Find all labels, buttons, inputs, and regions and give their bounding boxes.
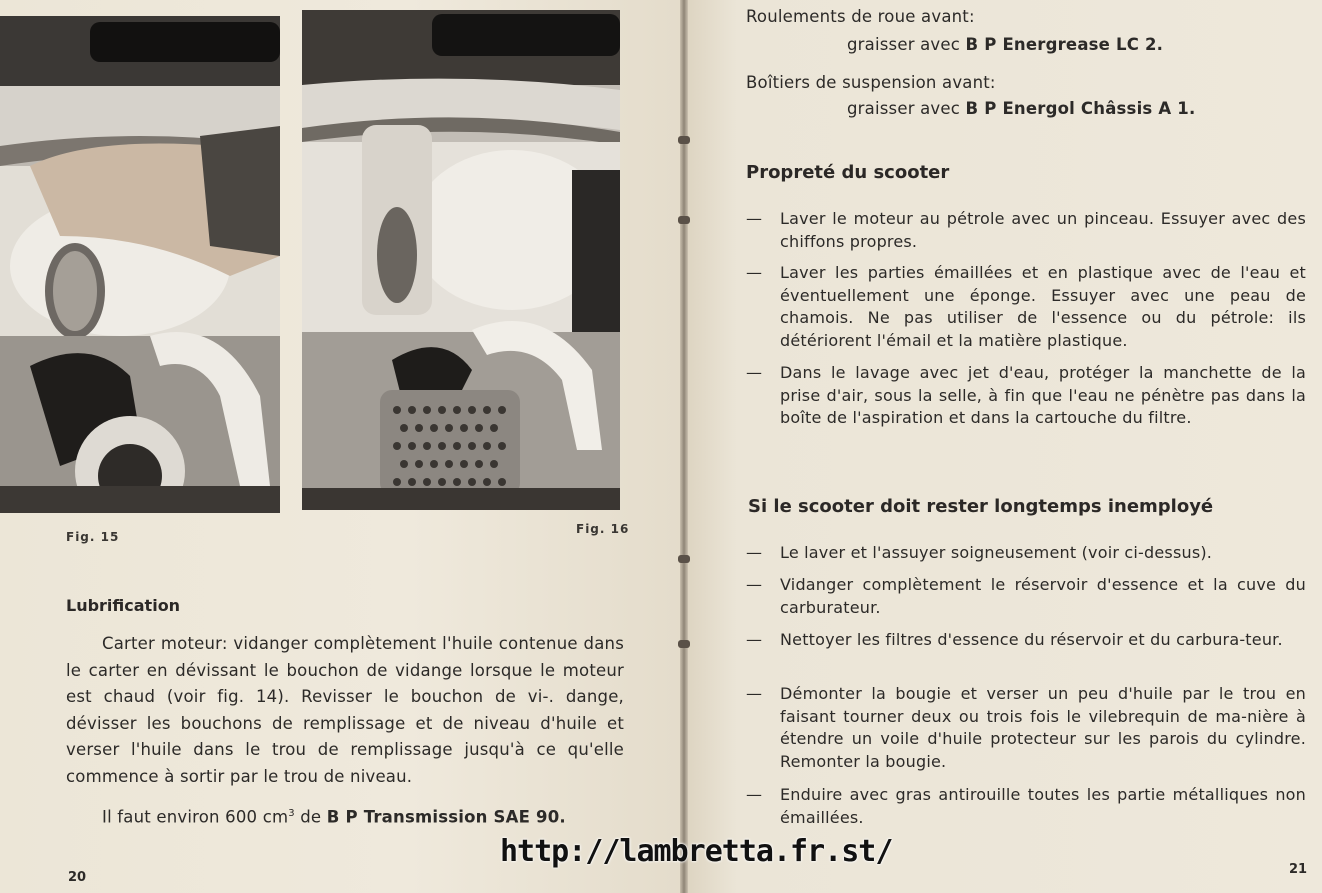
list-dash: — [746, 630, 763, 649]
staple [678, 640, 690, 648]
list-item-text: Le laver et l'assuyer soigneusement (voir ci-dessus). [780, 543, 1213, 562]
list-dash: — [746, 543, 763, 562]
oil-quantity-paragraph [102, 801, 642, 831]
proprete-heading: Propreté du scooter [746, 162, 950, 183]
book-spine [680, 0, 688, 893]
list-item-text: Vidanger complètement le réservoir d'essence et la cuve du carburateur. [780, 575, 1306, 617]
lubrification-paragraph: Carter moteur: vidanger complètement l'huile contenue dans le carter en dévissant le bouchon de vidange lorsque le moteur est chaud (voir fig. 14). Revisser le bouchon de vi-. dange, dévisser les bouchons de remplissage et de niveau d'huile et verser l'huile dans le trou de remplissage jusqu'à ce qu'elle commence à sortir par le trou de niveau. [66, 634, 624, 786]
list-item [746, 784, 1306, 829]
boitiers-product: B P Energol Châssis A 1. [965, 99, 1196, 118]
oil-product-name: B P Transmission SAE 90. [326, 807, 566, 827]
list-item-text: Dans le lavage avec jet d'eau, protéger la manchette de la prise d'air, sous la selle, à fin que l'eau ne pénètre pas dans la boîte de l'aspiration et dans la cartouche du filtre. [780, 363, 1306, 427]
list-item [746, 683, 1306, 773]
list-item-text: Enduire avec gras antirouille toutes les partie métalliques non émaillées. [780, 785, 1306, 827]
roulements-line [847, 32, 1163, 59]
roulements-product: B P Energrease LC 2. [965, 35, 1164, 54]
list-item-text: Laver le moteur au pétrole avec un pinceau. Essuyer avec des chiffons propres. [780, 209, 1306, 251]
list-item-text: Nettoyer les filtres d'essence du réservoir et du carbura-teur. [780, 630, 1283, 649]
list-item-text: Démonter la bougie et verser un peu d'huile par le trou en faisant tourner deux ou trois fois le vilebrequin de ma-nière à étendre un voile d'huile protecteur sur les parois du cylindre. Remonter la bougie. [780, 684, 1306, 771]
list-dash: — [746, 575, 763, 594]
oil-quantity-text: Il faut environ 600 cm [102, 807, 289, 827]
list-item [746, 208, 1306, 253]
list-dash: — [746, 363, 763, 382]
list-dash: — [746, 785, 763, 804]
page-number-left: 20 [68, 870, 87, 885]
list-item [746, 542, 1306, 565]
oil-quantity-joiner: de [294, 807, 327, 827]
list-dash: — [746, 263, 763, 282]
list-item [746, 362, 1306, 430]
inemploye-heading: Si le scooter doit rester longtemps inemployé [748, 496, 1214, 517]
staple [678, 136, 690, 144]
figure-16-photo [302, 10, 620, 510]
roulements-label: Roulements de roue avant: [746, 7, 975, 26]
figure-15-caption: Fig. 15 [66, 530, 120, 544]
list-dash: — [746, 209, 763, 228]
list-item [746, 262, 1306, 352]
figure-15-photo [0, 16, 280, 513]
list-item-text: Laver les parties émaillées et en plastique avec de l'eau et éventuellement une éponge. Essuyer avec une peau de chamois. Ne pas utiliser de l'essence ou du pétrole: ils détériorent l'émail et la matière plastique. [780, 263, 1306, 350]
page-number-right: 21 [1289, 862, 1308, 877]
boitiers-line [847, 96, 1195, 123]
boitiers-action: graisser avec [847, 99, 966, 118]
lubrification-heading: Lubrification [66, 596, 181, 615]
boitiers-label: Boîtiers de suspension avant: [746, 73, 996, 92]
staple [678, 555, 690, 563]
cubic-superscript: 3 [288, 808, 295, 819]
staple [678, 216, 690, 224]
watermark-url[interactable]: http://lambretta.fr.st/ [500, 834, 893, 869]
list-dash: — [746, 684, 763, 703]
figure-16-caption: Fig. 16 [576, 522, 630, 536]
roulements-action: graisser avec [847, 35, 966, 54]
list-item [746, 629, 1306, 652]
list-item [746, 574, 1306, 619]
